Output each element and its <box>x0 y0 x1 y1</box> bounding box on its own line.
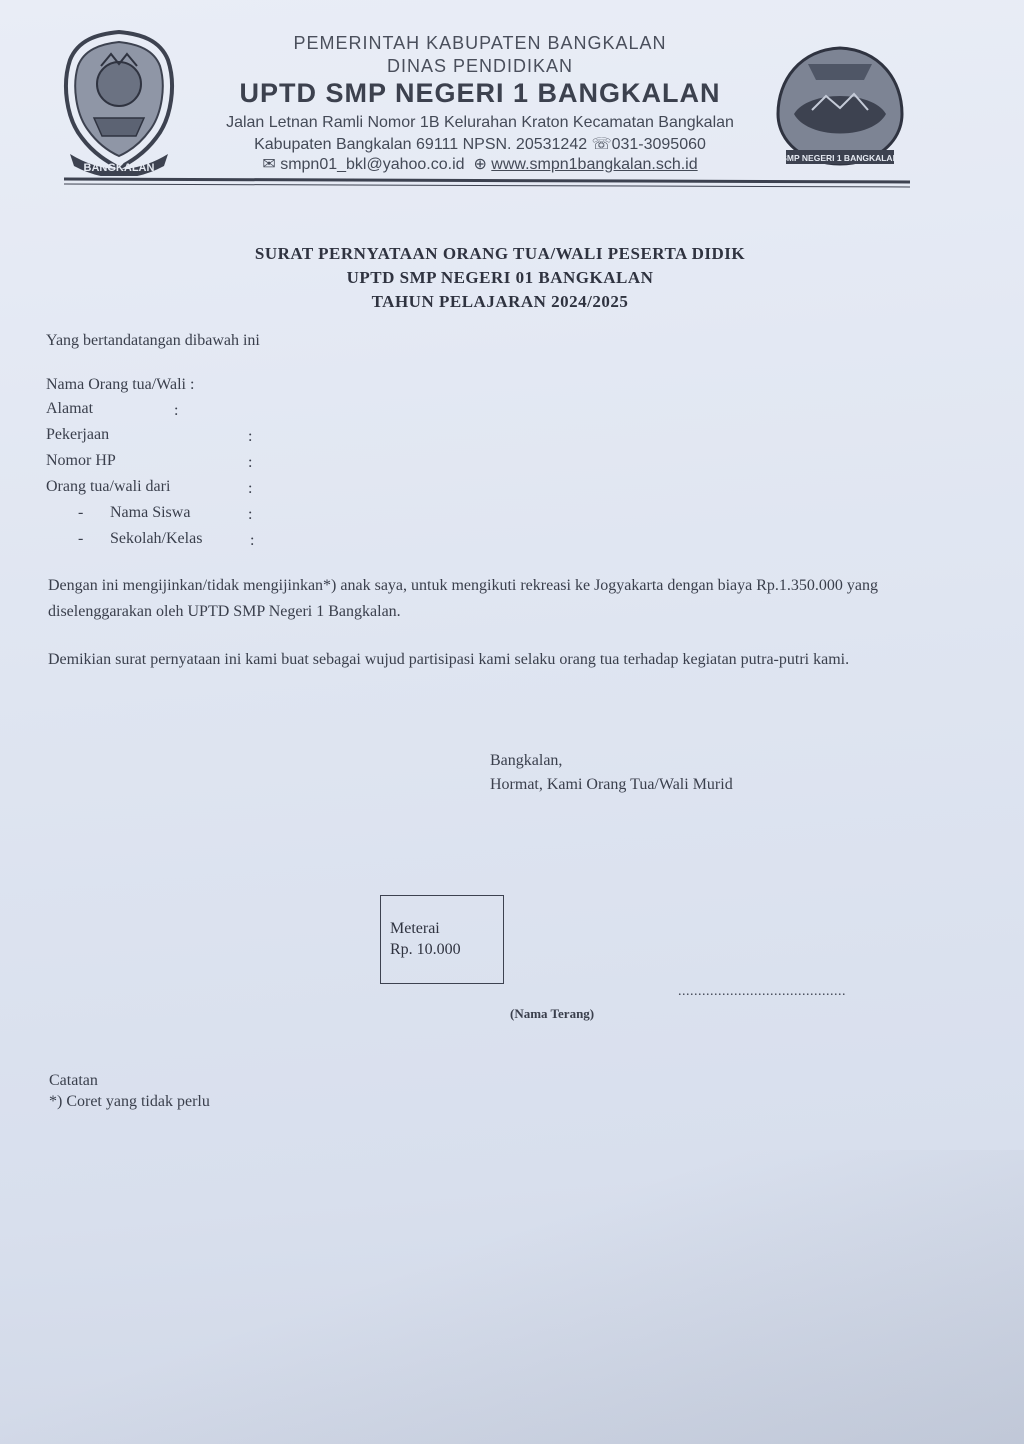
document-title-line1: SURAT PERNYATAAN ORANG TUA/WALI PESERTA DIDIK <box>254 244 746 263</box>
letterhead-contact <box>180 154 780 174</box>
field-label-occupation: Pekerjaan <box>46 426 110 443</box>
school-emblem-logo <box>768 40 912 178</box>
page-shadow <box>0 1150 1024 1444</box>
field-dash-student: - <box>78 504 84 521</box>
stamp-duty-box <box>380 895 504 984</box>
letterhead-divider-thin <box>64 184 910 188</box>
logo-right-text: SMP NEGERI 1 BANGKALAN <box>781 153 899 163</box>
note-heading: Catatan <box>49 1072 98 1089</box>
stamp-label: Meterai <box>390 920 440 937</box>
field-colon-guardian-of: : <box>248 480 253 497</box>
field-dash-class: - <box>78 530 84 547</box>
field-label-school-class: Sekolah/Kelas <box>110 530 203 547</box>
signature-name-label: (Nama Terang) <box>510 1006 595 1021</box>
globe-icon: ⊕ <box>473 156 487 173</box>
letterhead-website: www.smpn1bangkalan.sch.id <box>491 156 698 173</box>
field-label-guardian-of: Orang tua/wali dari <box>46 478 171 495</box>
signature-line: .......................................... <box>678 984 846 999</box>
document-title-line3: TAHUN PELAJARAN 2024/2025 <box>371 292 629 311</box>
letterhead-school-name: UPTD SMP NEGERI 1 BANGKALAN <box>239 78 721 108</box>
field-colon-address: : <box>174 402 179 419</box>
field-label-parent-name: Nama Orang tua/Wali : <box>46 376 195 393</box>
document-title-line2: UPTD SMP NEGERI 01 BANGKALAN <box>346 268 654 287</box>
consent-paragraph: Dengan ini mengijinkan/tidak mengijinkan*) anak saya, untuk mengikuti rekreasi ke Jogyakarta dengan biaya Rp.1.350.000 yang diselenggarakan oleh UPTD SMP Negeri 1 Bangkalan. <box>48 577 879 620</box>
regency-emblem-logo <box>56 26 182 176</box>
field-label-phone: Nomor HP <box>46 452 116 469</box>
field-colon-school-class: : <box>250 532 255 549</box>
stamp-amount: Rp. 10.000 <box>390 941 461 958</box>
letterhead-divider-thick <box>64 178 910 184</box>
logo-left-text: BANGKALAN <box>83 162 155 174</box>
field-label-student-name: Nama Siswa <box>110 504 191 521</box>
intro-text: Yang bertandatangan dibawah ini <box>46 332 260 349</box>
field-colon-phone: : <box>248 454 253 471</box>
letterhead-email: ✉ smpn01_bkl@yahoo.co.id <box>262 156 465 173</box>
signature-place: Bangkalan, <box>490 752 563 769</box>
closing-paragraph: Demikian surat pernyataan ini kami buat sebagai wujud partisipasi kami selaku orang tua terhadap kegiatan putra-putri kami. <box>48 651 850 668</box>
letterhead-address-line2: Kabupaten Bangkalan 69111 NPSN. 20531242 ☏031-3095060 <box>254 136 706 153</box>
letterhead-department: DINAS PENDIDIKAN <box>386 56 574 76</box>
note-text: *) Coret yang tidak perlu <box>49 1093 210 1110</box>
letterhead-government: PEMERINTAH KABUPATEN BANGKALAN <box>293 33 667 53</box>
field-colon-student-name: : <box>248 506 253 523</box>
signature-closing: Hormat, Kami Orang Tua/Wali Murid <box>490 776 733 793</box>
field-label-address: Alamat <box>46 400 94 417</box>
letterhead-address-line1: Jalan Letnan Ramli Nomor 1B Kelurahan Kraton Kecamatan Bangkalan <box>226 114 734 131</box>
field-colon-occupation: : <box>248 428 253 445</box>
